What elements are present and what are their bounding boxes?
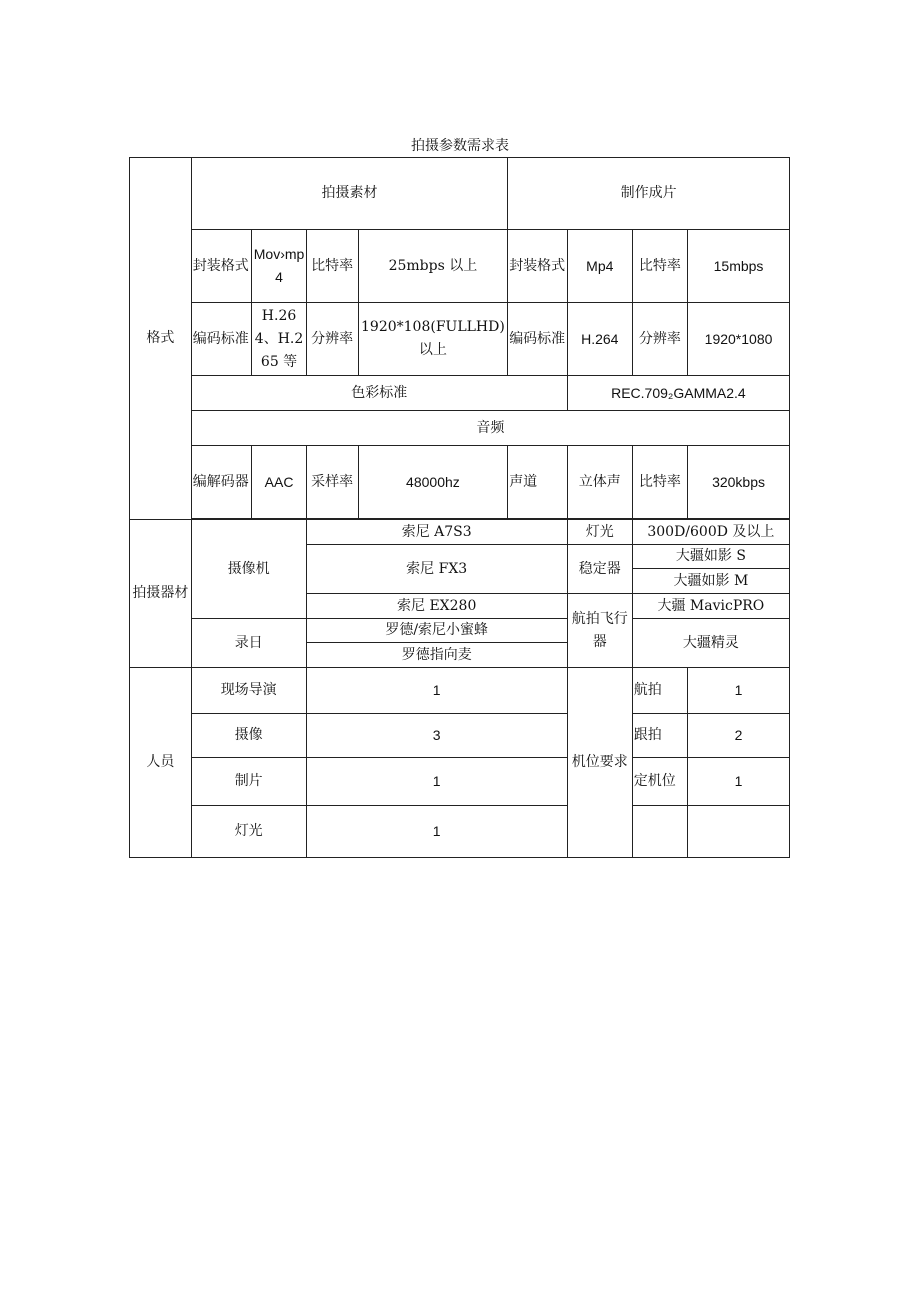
container-value: Mov›mp4 xyxy=(252,230,306,303)
equipment-section-label: 拍摄器材 xyxy=(130,520,192,668)
camera-item: 索尼 A7S3 xyxy=(306,520,567,545)
position-count: 1 xyxy=(688,758,790,806)
position-name: 跟拍 xyxy=(632,714,687,758)
bitrate-label: 比特率 xyxy=(306,230,358,303)
staff-role: 制片 xyxy=(191,758,306,806)
codec-value: H.264、H.265 等 xyxy=(252,303,306,376)
position-name xyxy=(632,806,687,858)
out-codec-label: 编码标准 xyxy=(508,303,568,376)
position-count: 1 xyxy=(688,668,790,714)
stabilizer-item: 大疆如影 S xyxy=(632,545,789,569)
staff-role: 灯光 xyxy=(191,806,306,858)
container-label: 封装格式 xyxy=(191,230,252,303)
out-container-label: 封装格式 xyxy=(508,230,568,303)
bitrate-value: 25mbps 以上 xyxy=(358,230,508,303)
out-resolution-value: 1920*1080 xyxy=(688,303,790,376)
out-bitrate-label: 比特率 xyxy=(632,230,687,303)
document-title: 拍摄参数需求表 xyxy=(411,138,509,154)
audio-codec-label: 编解码器 xyxy=(191,446,252,519)
audio-header: 音频 xyxy=(191,411,789,446)
recorder-item: 罗德指向麦 xyxy=(306,643,567,668)
audio-bitrate-value: 320kbps xyxy=(688,446,790,519)
position-name: 定机位 xyxy=(632,758,687,806)
staff-count: 1 xyxy=(306,806,567,858)
recorder-item: 罗德/索尼小蜜蜂 xyxy=(306,619,567,643)
staff-count: 3 xyxy=(306,714,567,758)
codec-label: 编码标准 xyxy=(191,303,252,376)
camera-label: 摄像机 xyxy=(191,520,306,619)
drone-item: 大疆 MavicPRO xyxy=(632,594,789,619)
color-standard-value: REC.709₂GAMMA2.4 xyxy=(567,376,789,411)
audio-bitrate-label: 比特率 xyxy=(632,446,687,519)
out-container-value: Mp4 xyxy=(567,230,632,303)
out-bitrate-value: 15mbps xyxy=(688,230,790,303)
resolution-label: 分辨率 xyxy=(306,303,358,376)
shooting-parameters-table xyxy=(129,157,790,858)
drone-item: 大疆精灵 xyxy=(632,619,789,668)
staff-role: 摄像 xyxy=(191,714,306,758)
audio-codec-value: AAC xyxy=(252,446,306,519)
stabilizer-item: 大疆如影 M xyxy=(632,569,789,594)
recorder-label: 录日 xyxy=(191,619,306,668)
color-standard-label: 色彩标准 xyxy=(191,376,567,411)
sample-rate-value: 48000hz xyxy=(358,446,508,519)
staff-role: 现场导演 xyxy=(191,668,306,714)
stabilizer-label: 稳定器 xyxy=(567,545,632,594)
camera-item: 索尼 EX280 xyxy=(306,594,567,619)
staff-count: 1 xyxy=(306,758,567,806)
staff-count: 1 xyxy=(306,668,567,714)
capture-header: 拍摄素材 xyxy=(191,158,507,230)
channel-value: 立体声 xyxy=(567,446,632,519)
sample-rate-label: 采样率 xyxy=(306,446,358,519)
out-resolution-label: 分辨率 xyxy=(632,303,687,376)
positions-label: 机位要求 xyxy=(567,668,632,858)
out-codec-value: H.264 xyxy=(567,303,632,376)
position-name: 航拍 xyxy=(632,668,687,714)
light-label: 灯光 xyxy=(567,520,632,545)
output-header: 制作成片 xyxy=(508,158,790,230)
format-section-label: 格式 xyxy=(130,158,192,520)
position-count xyxy=(688,806,790,858)
channel-label: 声道 xyxy=(508,446,568,519)
light-value: 300D/600D 及以上 xyxy=(632,520,789,545)
position-count: 2 xyxy=(688,714,790,758)
camera-item: 索尼 FX3 xyxy=(306,545,567,594)
staff-section-label: 人员 xyxy=(130,668,192,858)
drone-label: 航拍飞行器 xyxy=(567,594,632,668)
resolution-value: 1920*108(FULLHD)以上 xyxy=(358,303,508,376)
